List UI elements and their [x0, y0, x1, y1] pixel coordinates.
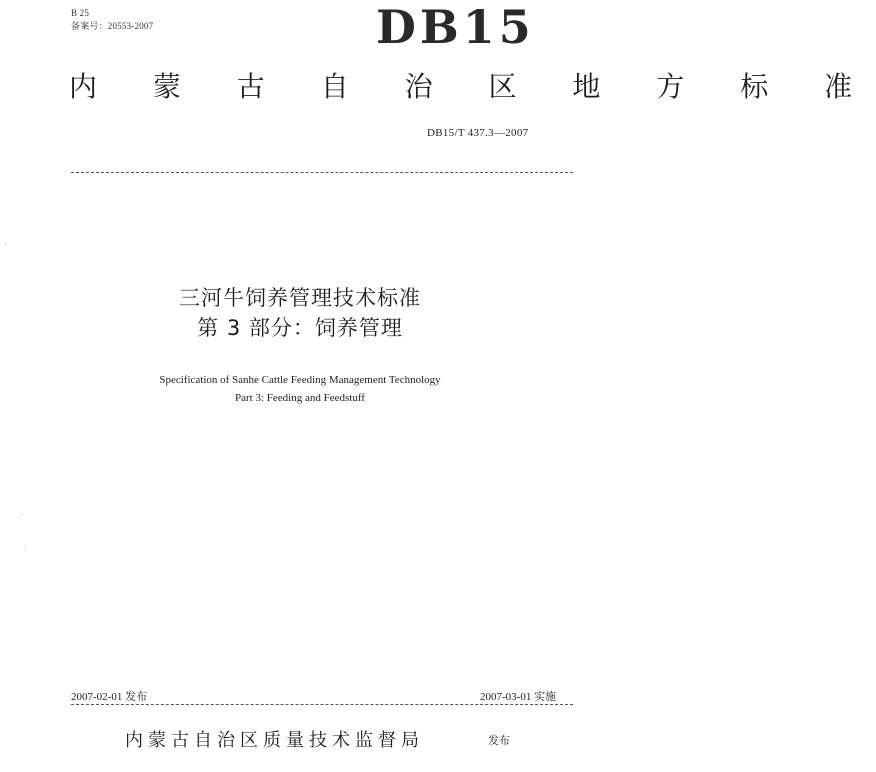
- publish-date: 2007-02-01 发布: [71, 691, 148, 703]
- english-title: [0, 371, 600, 407]
- issuing-authority: 内蒙古自治区质量技术监督局: [125, 730, 424, 751]
- english-title-line2: Part 3: Feeding and Feedstuff: [235, 392, 365, 404]
- scan-speck: ·: [20, 510, 23, 519]
- header-divider: [71, 172, 573, 173]
- english-title-line1: Specification of Sanhe Cattle Feeding Management Technology: [159, 374, 441, 386]
- issuing-suffix: 发布: [488, 734, 510, 747]
- scan-speck: ·: [24, 545, 27, 554]
- classification-code: B 25: [71, 8, 90, 18]
- implement-date: 2007-03-01 实施: [480, 691, 557, 703]
- main-title-line1: 三河牛饲养管理技术标准: [179, 286, 421, 310]
- main-title-line2: 第 3 部分：饲养管理: [197, 316, 403, 340]
- standard-code: DB15/T 437.3—2007: [427, 127, 529, 139]
- scan-speck: ·: [4, 240, 7, 249]
- region-standard-title: 内 蒙 古 自 治 区 地 方 标 准: [69, 70, 876, 103]
- main-title: [0, 283, 600, 343]
- db15-logo: DB15: [376, 0, 535, 54]
- footer-divider: [71, 704, 573, 705]
- filing-number: 备案号：20553-2007: [71, 21, 154, 31]
